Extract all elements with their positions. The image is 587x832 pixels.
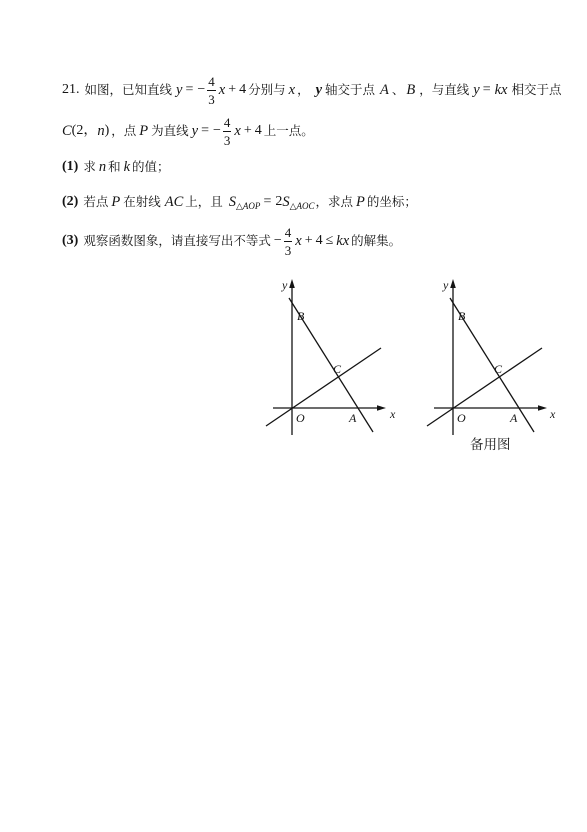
variable-x: x — [218, 81, 226, 98]
variable-k: k — [123, 158, 131, 175]
part-text: 上，且 — [185, 193, 223, 209]
y-axis-label: y — [443, 278, 449, 292]
fraction-denominator: 3 — [223, 132, 231, 148]
y-axis-arrow — [289, 279, 295, 288]
ray-ac: AC — [164, 193, 184, 210]
x-axis-label: x — [550, 407, 556, 421]
stem-text: 轴交于点 — [325, 81, 376, 97]
coefficient: 2 — [275, 194, 283, 209]
stem-text: 为直线 — [151, 122, 189, 138]
part-text: 求 — [83, 158, 96, 174]
y-axis-arrow — [450, 279, 456, 288]
sub-question-3 — [62, 225, 401, 257]
variable-y: y — [176, 81, 183, 98]
stem-text: 上一点。 — [263, 122, 314, 138]
equals-sign: = — [185, 82, 194, 97]
question-stem-line-1 — [62, 74, 562, 106]
part-text: 的解集。 — [351, 232, 402, 248]
stem-text: ，与直线 — [419, 81, 470, 97]
part-number: (3) — [62, 233, 79, 248]
equals-sign: = — [263, 194, 272, 209]
point-b-label: B — [458, 309, 466, 323]
variable-x: x — [295, 232, 302, 249]
fraction-denominator: 3 — [208, 91, 215, 107]
part-text: 在射线 — [123, 193, 161, 209]
point-a: A — [380, 81, 389, 98]
x-axis-label: x — [390, 407, 396, 421]
point-p: P — [139, 122, 149, 139]
less-or-equal-sign: ≤ — [325, 233, 334, 248]
fraction-denominator: 3 — [284, 242, 292, 258]
point-a-label: A — [349, 411, 357, 425]
plus-sign: + — [243, 123, 252, 138]
minus-sign: − — [273, 233, 282, 248]
constant-term: 4 — [239, 82, 247, 97]
spare-function-graph — [416, 272, 566, 444]
part-number: (2) — [62, 194, 79, 209]
plus-sign: + — [304, 233, 313, 248]
expression-kx: kx — [494, 81, 508, 98]
line-y-kx — [266, 348, 381, 426]
constant-term: 4 — [315, 233, 323, 248]
stem-text: 分别与 — [248, 81, 286, 97]
part-number: (1) — [62, 159, 79, 174]
x-axis-arrow — [377, 405, 386, 411]
fraction — [207, 75, 216, 106]
part-text: 和 — [108, 158, 121, 174]
point-c-label: C — [494, 362, 503, 376]
fraction-numerator: 4 — [208, 73, 215, 89]
part-text: ，求点 — [315, 193, 354, 209]
question-number: 21. — [62, 82, 80, 97]
minus-sign: − — [213, 123, 221, 138]
area-subscript: △AOP — [236, 200, 261, 211]
area-symbol: S — [228, 193, 237, 210]
variable-y: y — [191, 122, 199, 139]
stem-text: 如图，已知直线 — [84, 81, 173, 97]
point-p: P — [356, 193, 365, 210]
line-y-kx — [427, 348, 542, 426]
variable-x: x — [288, 81, 296, 98]
part-text: 若点 — [83, 193, 109, 209]
part-text: 的坐标； — [366, 193, 417, 209]
minus-sign: − — [197, 82, 206, 97]
stem-text: 相交于点 — [511, 81, 562, 97]
coordinate-close: ) — [104, 123, 110, 138]
origin-label: O — [457, 411, 466, 425]
equals-sign: = — [201, 123, 209, 138]
point-c: C — [62, 122, 72, 139]
fraction — [223, 116, 232, 147]
part-text: 观察函数图象，请直接写出不等式 — [83, 232, 271, 248]
x-axis-arrow — [538, 405, 547, 411]
point-a-label: A — [510, 411, 518, 425]
point-b-label: B — [297, 309, 305, 323]
variable-n: n — [97, 122, 105, 139]
question-stem-line-2 — [62, 115, 314, 147]
function-graph — [255, 272, 405, 444]
spare-figure-caption: 备用图 — [470, 437, 511, 453]
constant-term: 4 — [254, 123, 262, 138]
variable-y: y — [315, 81, 323, 98]
point-c-label: C — [333, 362, 342, 376]
area-subscript: △AOC — [289, 200, 315, 211]
punctuation-enumeration-comma: 、 — [391, 81, 405, 97]
stem-text: ，点 — [111, 122, 137, 138]
punctuation-comma: ， — [297, 81, 310, 97]
variable-y: y — [473, 81, 480, 98]
area-symbol: S — [282, 193, 290, 210]
fraction-numerator: 4 — [223, 114, 231, 130]
plus-sign: + — [228, 82, 237, 97]
point-p: P — [111, 193, 121, 210]
fraction — [284, 226, 293, 257]
point-b: B — [406, 81, 416, 98]
origin-label: O — [296, 411, 305, 425]
variable-n: n — [98, 158, 107, 175]
sub-question-1 — [62, 157, 170, 177]
y-axis-label: y — [282, 278, 288, 292]
expression-kx: kx — [336, 232, 350, 249]
fraction-numerator: 4 — [284, 224, 292, 240]
coordinate-open: (2， — [71, 123, 98, 138]
variable-x: x — [234, 122, 241, 139]
part-text: 的值； — [132, 158, 170, 174]
equals-sign: = — [482, 82, 491, 97]
sub-question-2 — [62, 192, 417, 212]
